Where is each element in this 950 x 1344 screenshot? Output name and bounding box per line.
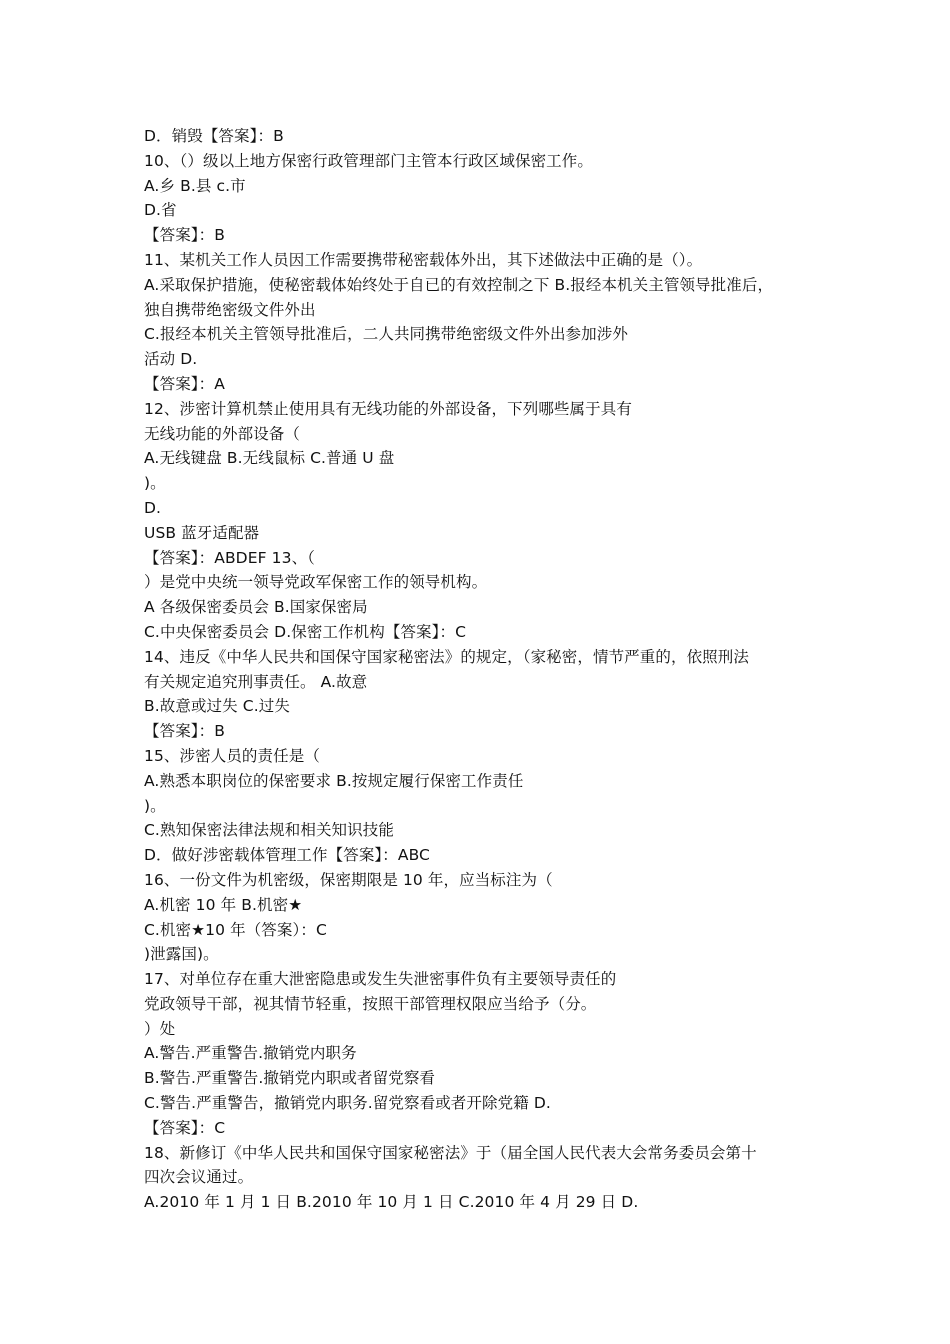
- text-line: A.无线键盘 B.无线鼠标 C.普通 U 盘: [144, 449, 395, 468]
- text-line: A.采取保护措施，使秘密载体始终处于自已的有效控制之下 B.报经本机关主管领导批准后，: [144, 275, 774, 294]
- text-line: C.熟知保密法律法规和相关知识技能: [144, 821, 394, 840]
- text-line: D.省: [144, 201, 177, 220]
- text-line: A.警告.严重警告.撤销党内职务: [144, 1044, 357, 1063]
- answer-line: 【答案】：ABDEF 13、（: [144, 548, 316, 567]
- text-line: A.2010 年 1 月 1 日 B.2010 年 10 月 1 日 C.2010 年 4 月 29 日 D.: [144, 1193, 639, 1212]
- question-18: 18、新修订《中华人民共和国保守国家秘密法》于（届全国人民代表大会常务委员会第十: [144, 1143, 757, 1162]
- text-line: A.熟悉本职岗位的保密要求 B.按规定履行保密工作责任: [144, 771, 524, 790]
- question-15: 15、涉密人员的责任是（: [144, 746, 320, 765]
- text-line: D．做好涉密载体管理工作【答案】：ABC: [144, 846, 430, 865]
- text-line: D．销毁【答案】：B: [144, 127, 284, 145]
- answer-line: 【答案】：B: [144, 722, 225, 741]
- question-14: 14、违反《中华人民共和国保守国家秘密法》的规定，（家秘密，情节严重的，依照刑法: [144, 647, 749, 666]
- text-line: 有关规定追究刑事责任。 A.故意: [144, 672, 368, 691]
- answer-line: 【答案】：B: [144, 226, 225, 245]
- question-12: 12、涉密计算机禁止使用具有无线功能的外部设备，下列哪些属于具有: [144, 399, 632, 418]
- text-line: USB 蓝牙适配器: [144, 523, 260, 542]
- text-line: D.: [144, 498, 162, 517]
- text-line: )泄露国)。: [144, 945, 219, 964]
- text-line: ）是党中央统一领导党政军保密工作的领导机构。: [144, 573, 488, 592]
- text-line: 无线功能的外部设备（: [144, 424, 301, 443]
- text-line: A.乡 B.县 c.市: [144, 176, 246, 195]
- answer-line: 【答案】：C: [144, 1118, 226, 1137]
- text-line: )。: [144, 796, 166, 815]
- text-line: 活动 D.: [144, 350, 198, 369]
- question-11: 11、某机关工作人员因工作需要携带秘密载体外出，其下述做法中正确的是（）。: [144, 250, 703, 269]
- text-line: C.机密★10 年（答案）：C: [144, 920, 327, 939]
- question-16: 16、一份文件为机密级，保密期限是 10 年，应当标注为（: [144, 870, 553, 889]
- text-line: B.警告.严重警告.撤销党内职或者留党察看: [144, 1069, 436, 1088]
- text-line: A.机密 10 年 B.机密★: [144, 895, 303, 914]
- text-line: 党政领导干部，视其情节轻重，按照干部管理权限应当给予（分。: [144, 994, 597, 1013]
- text-line: C.警告.严重警告，撤销党内职务.留党察看或者开除党籍 D.: [144, 1094, 551, 1113]
- text-line: A 各级保密委员会 B.国家保密局: [144, 598, 368, 617]
- question-10: 10、（）级以上地方保密行政管理部门主管本行政区域保密工作。: [144, 151, 593, 170]
- answer-line: 【答案】：A: [144, 374, 225, 393]
- document-body: [144, 124, 824, 1215]
- text-line: ）处: [144, 1019, 176, 1038]
- text-line: C.报经本机关主管领导批准后，二人共同携带绝密级文件外出参加涉外: [144, 325, 628, 344]
- text-line: C.中央保密委员会 D.保密工作机构【答案】：C: [144, 622, 467, 641]
- text-line: )。: [144, 474, 166, 493]
- text-line: B.故意或过失 C.过失: [144, 697, 290, 716]
- question-17: 17、对单位存在重大泄密隐患或发生失泄密事件负有主要领导责任的: [144, 970, 617, 989]
- text-line: 四次会议通过。: [144, 1168, 254, 1187]
- text-line: 独自携带绝密级文件外出: [144, 300, 316, 319]
